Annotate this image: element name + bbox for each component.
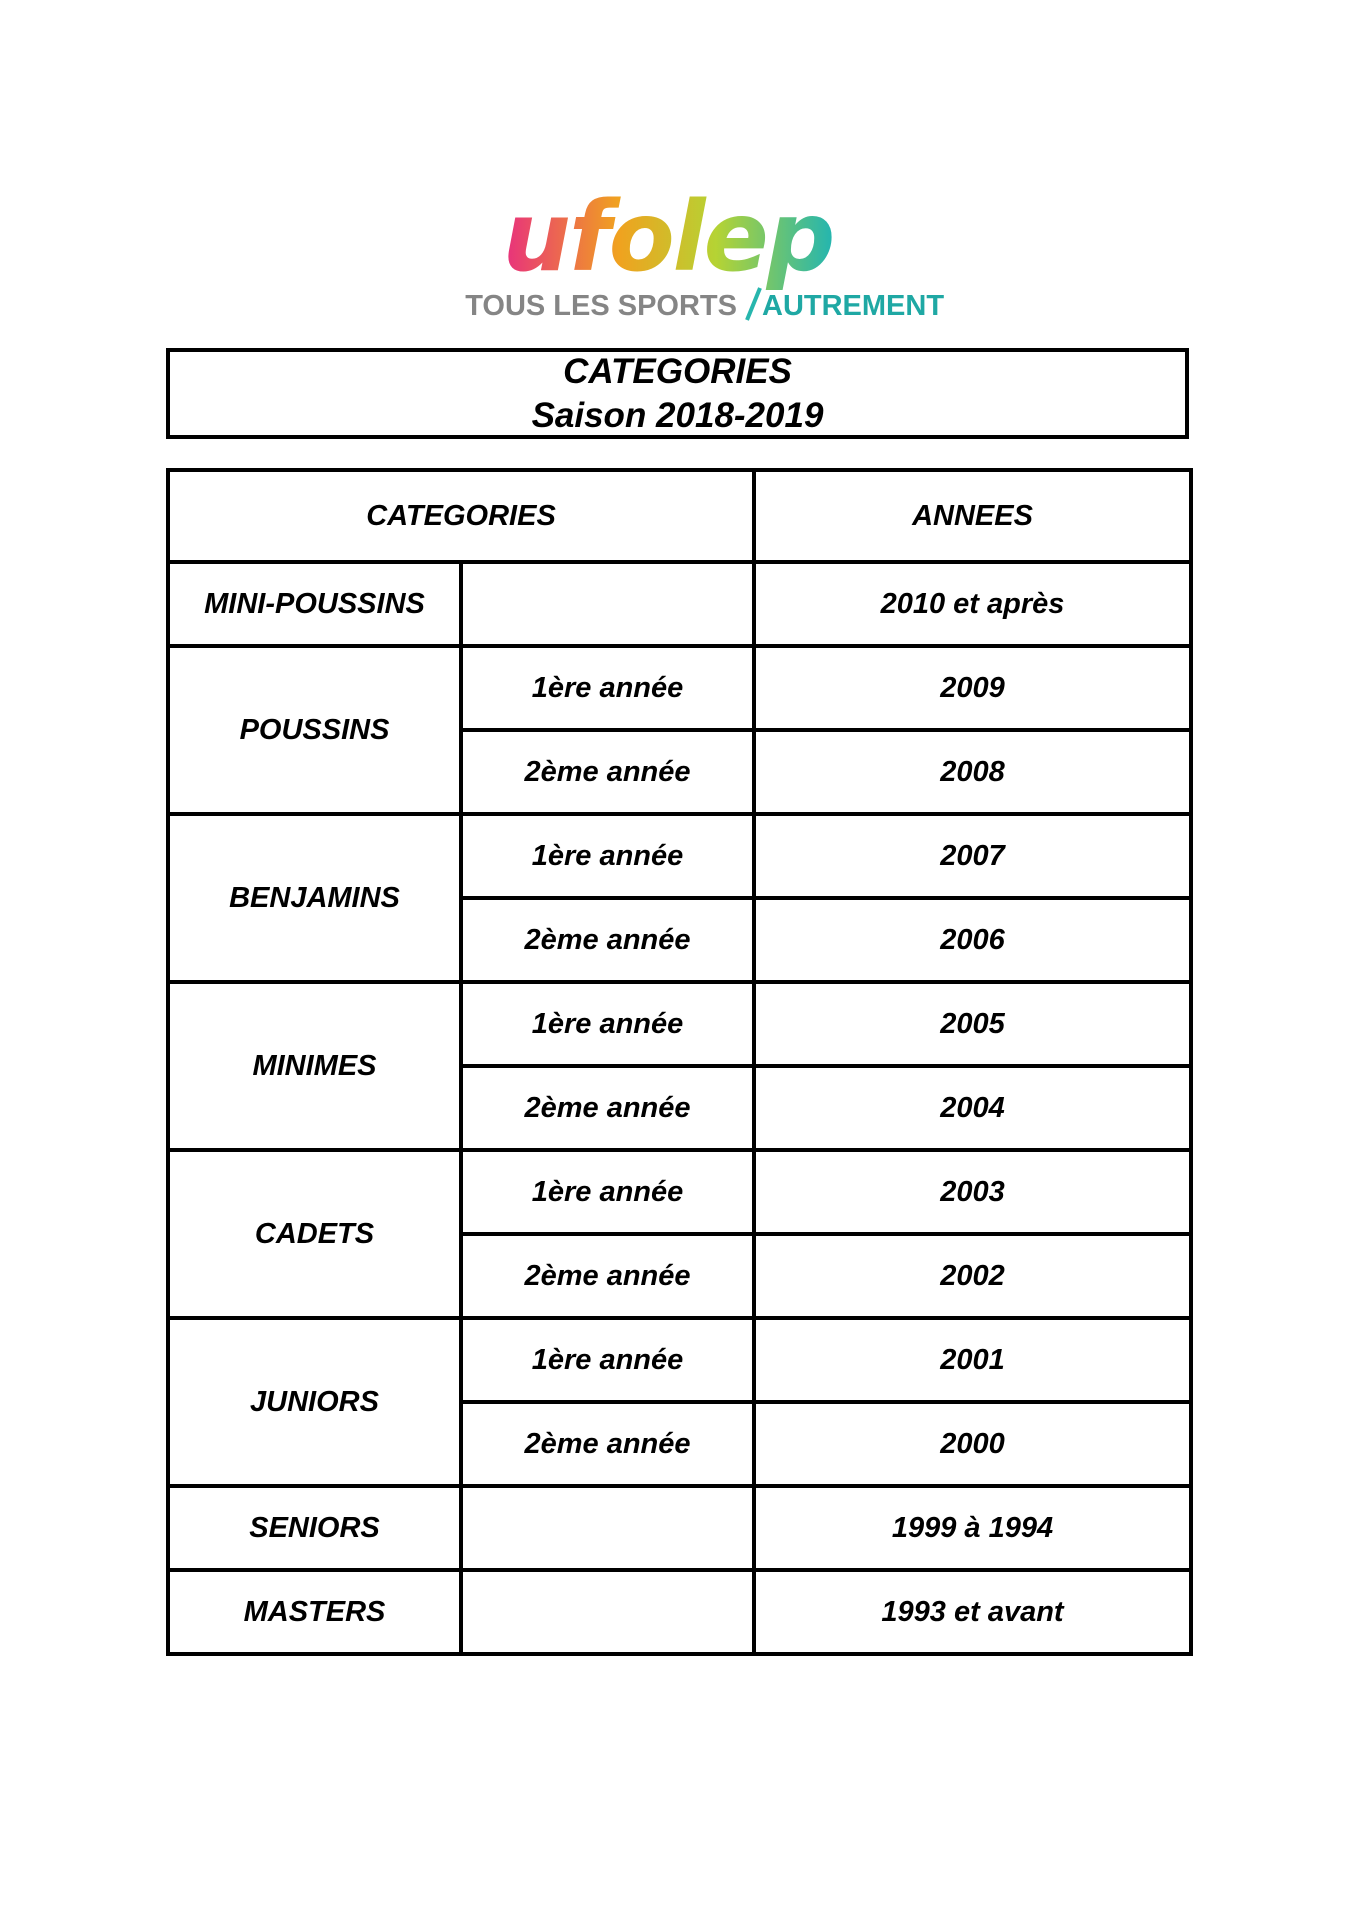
year-cell: 2000 bbox=[754, 1402, 1191, 1486]
level-cell bbox=[461, 1570, 754, 1654]
level-cell bbox=[461, 562, 754, 646]
category-name: CADETS bbox=[168, 1150, 461, 1318]
category-name: MINI-POUSSINS bbox=[168, 562, 461, 646]
category-name: MINIMES bbox=[168, 982, 461, 1150]
year-cell: 2008 bbox=[754, 730, 1191, 814]
ufolep-logo bbox=[0, 170, 1357, 340]
category-name: POUSSINS bbox=[168, 646, 461, 814]
year-cell: 2001 bbox=[754, 1318, 1191, 1402]
year-cell: 2007 bbox=[754, 814, 1191, 898]
header-categories: CATEGORIES bbox=[168, 470, 754, 562]
title-box bbox=[166, 348, 1189, 439]
level-cell: 2ème année bbox=[461, 1402, 754, 1486]
year-cell: 2009 bbox=[754, 646, 1191, 730]
level-cell: 2ème année bbox=[461, 898, 754, 982]
category-name: JUNIORS bbox=[168, 1318, 461, 1486]
year-cell: 2006 bbox=[754, 898, 1191, 982]
year-cell: 1999 à 1994 bbox=[754, 1486, 1191, 1570]
level-cell: 2ème année bbox=[461, 730, 754, 814]
level-cell: 2ème année bbox=[461, 1066, 754, 1150]
year-cell: 2002 bbox=[754, 1234, 1191, 1318]
year-cell: 1993 et avant bbox=[754, 1570, 1191, 1654]
ufolep-logo-graphic bbox=[0, 170, 1357, 340]
level-cell: 1ère année bbox=[461, 982, 754, 1066]
table-row bbox=[168, 814, 1191, 898]
season-label: Saison 2018-2019 bbox=[531, 395, 824, 435]
table-row bbox=[168, 1486, 1191, 1570]
level-cell: 1ère année bbox=[461, 646, 754, 730]
table-header-row bbox=[168, 470, 1191, 562]
year-cell: 2003 bbox=[754, 1150, 1191, 1234]
logo-tagline-left: TOUS LES SPORTS bbox=[465, 290, 737, 322]
table-row bbox=[168, 562, 1191, 646]
logo-tagline-right: AUTREMENT bbox=[762, 290, 945, 322]
year-cell: 2010 et après bbox=[754, 562, 1191, 646]
categories-table bbox=[166, 468, 1193, 1656]
year-cell: 2005 bbox=[754, 982, 1191, 1066]
category-name: SENIORS bbox=[168, 1486, 461, 1570]
table-row bbox=[168, 1318, 1191, 1402]
table-row bbox=[168, 982, 1191, 1066]
level-cell: 1ère année bbox=[461, 814, 754, 898]
header-years: ANNEES bbox=[754, 470, 1191, 562]
level-cell: 2ème année bbox=[461, 1234, 754, 1318]
year-cell: 2004 bbox=[754, 1066, 1191, 1150]
level-cell: 1ère année bbox=[461, 1150, 754, 1234]
category-name: MASTERS bbox=[168, 1570, 461, 1654]
level-cell bbox=[461, 1486, 754, 1570]
logo-wordmark: ufolep bbox=[502, 181, 834, 293]
page-title: CATEGORIES bbox=[563, 351, 792, 391]
level-cell: 1ère année bbox=[461, 1318, 754, 1402]
category-name: BENJAMINS bbox=[168, 814, 461, 982]
table-row bbox=[168, 1570, 1191, 1654]
table-row bbox=[168, 1150, 1191, 1234]
table-row bbox=[168, 646, 1191, 730]
